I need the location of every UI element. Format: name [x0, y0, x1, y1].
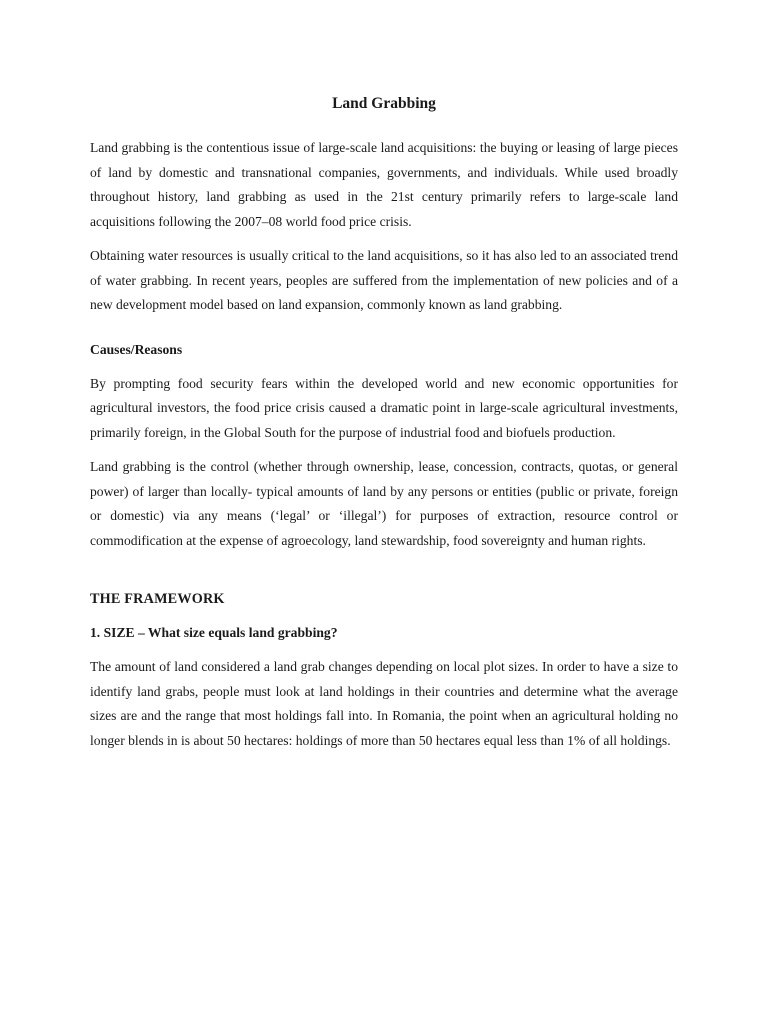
- causes-paragraph-1: By prompting food security fears within the developed world and new economic opportunities for agricultural investors, the food price crisis caused a dramatic point in large-scale agricultural investments, primarily foreign, in the Global South for the purpose of industrial food and biofuels production.: [90, 375, 678, 440]
- paragraph-spacer: [90, 445, 678, 455]
- intro-paragraph-1: Land grabbing is the contentious issue of large-scale land acquisitions: the buying or leasing of large pieces of land by domestic and transnational companies, governments, and individuals. While used broadly throughout history, land grabbing as used in the 21st century primarily refers to large-scale land acquisitions following the 2007–08 world food price crisis.: [90, 140, 678, 229]
- paragraph-spacer: [90, 362, 678, 372]
- document-body: [90, 92, 678, 753]
- size-heading: 1. SIZE – What size equals land grabbing?: [90, 625, 338, 640]
- size-paragraph: The amount of land considered a land grab changes depending on local plot sizes. In order to have a size to identify land grabs, people must look at land holdings in their countries and determine what the average sizes are and the range that most holdings fall into. In Romania, the point when an agricultural holding no longer blends in is about 50 hectares: holdings of more than 50 hectares equal less than 1% of all holdings.: [90, 659, 678, 748]
- section-spacer: [90, 553, 678, 587]
- paragraph-spacer: [90, 611, 678, 621]
- section-spacer: [90, 318, 678, 338]
- document-title: Land Grabbing: [332, 95, 436, 112]
- causes-heading: Causes/Reasons: [90, 341, 183, 357]
- causes-paragraph-2: Land grabbing is the control (whether through ownership, lease, concession, contracts, quotas, or general power) of larger than locally- typical amounts of land by any persons or entities (public or private, foreign or domestic) via any means (‘legal’ or ‘illegal’) for purposes of extraction, resource control or commodification at the expense of agroecology, land stewardship, food sovereignty and human rights.: [90, 459, 678, 548]
- framework-heading: THE FRAMEWORK: [90, 591, 225, 607]
- paragraph-spacer: [90, 645, 678, 655]
- intro-paragraph-2: Obtaining water resources is usually critical to the land acquisitions, so it has also led to an associated trend of water grabbing. In recent years, peoples are suffered from the implementation of new policies and of a new development model based on land expansion, commonly known as land grabbing.: [90, 248, 678, 312]
- paragraph-spacer: [90, 234, 678, 244]
